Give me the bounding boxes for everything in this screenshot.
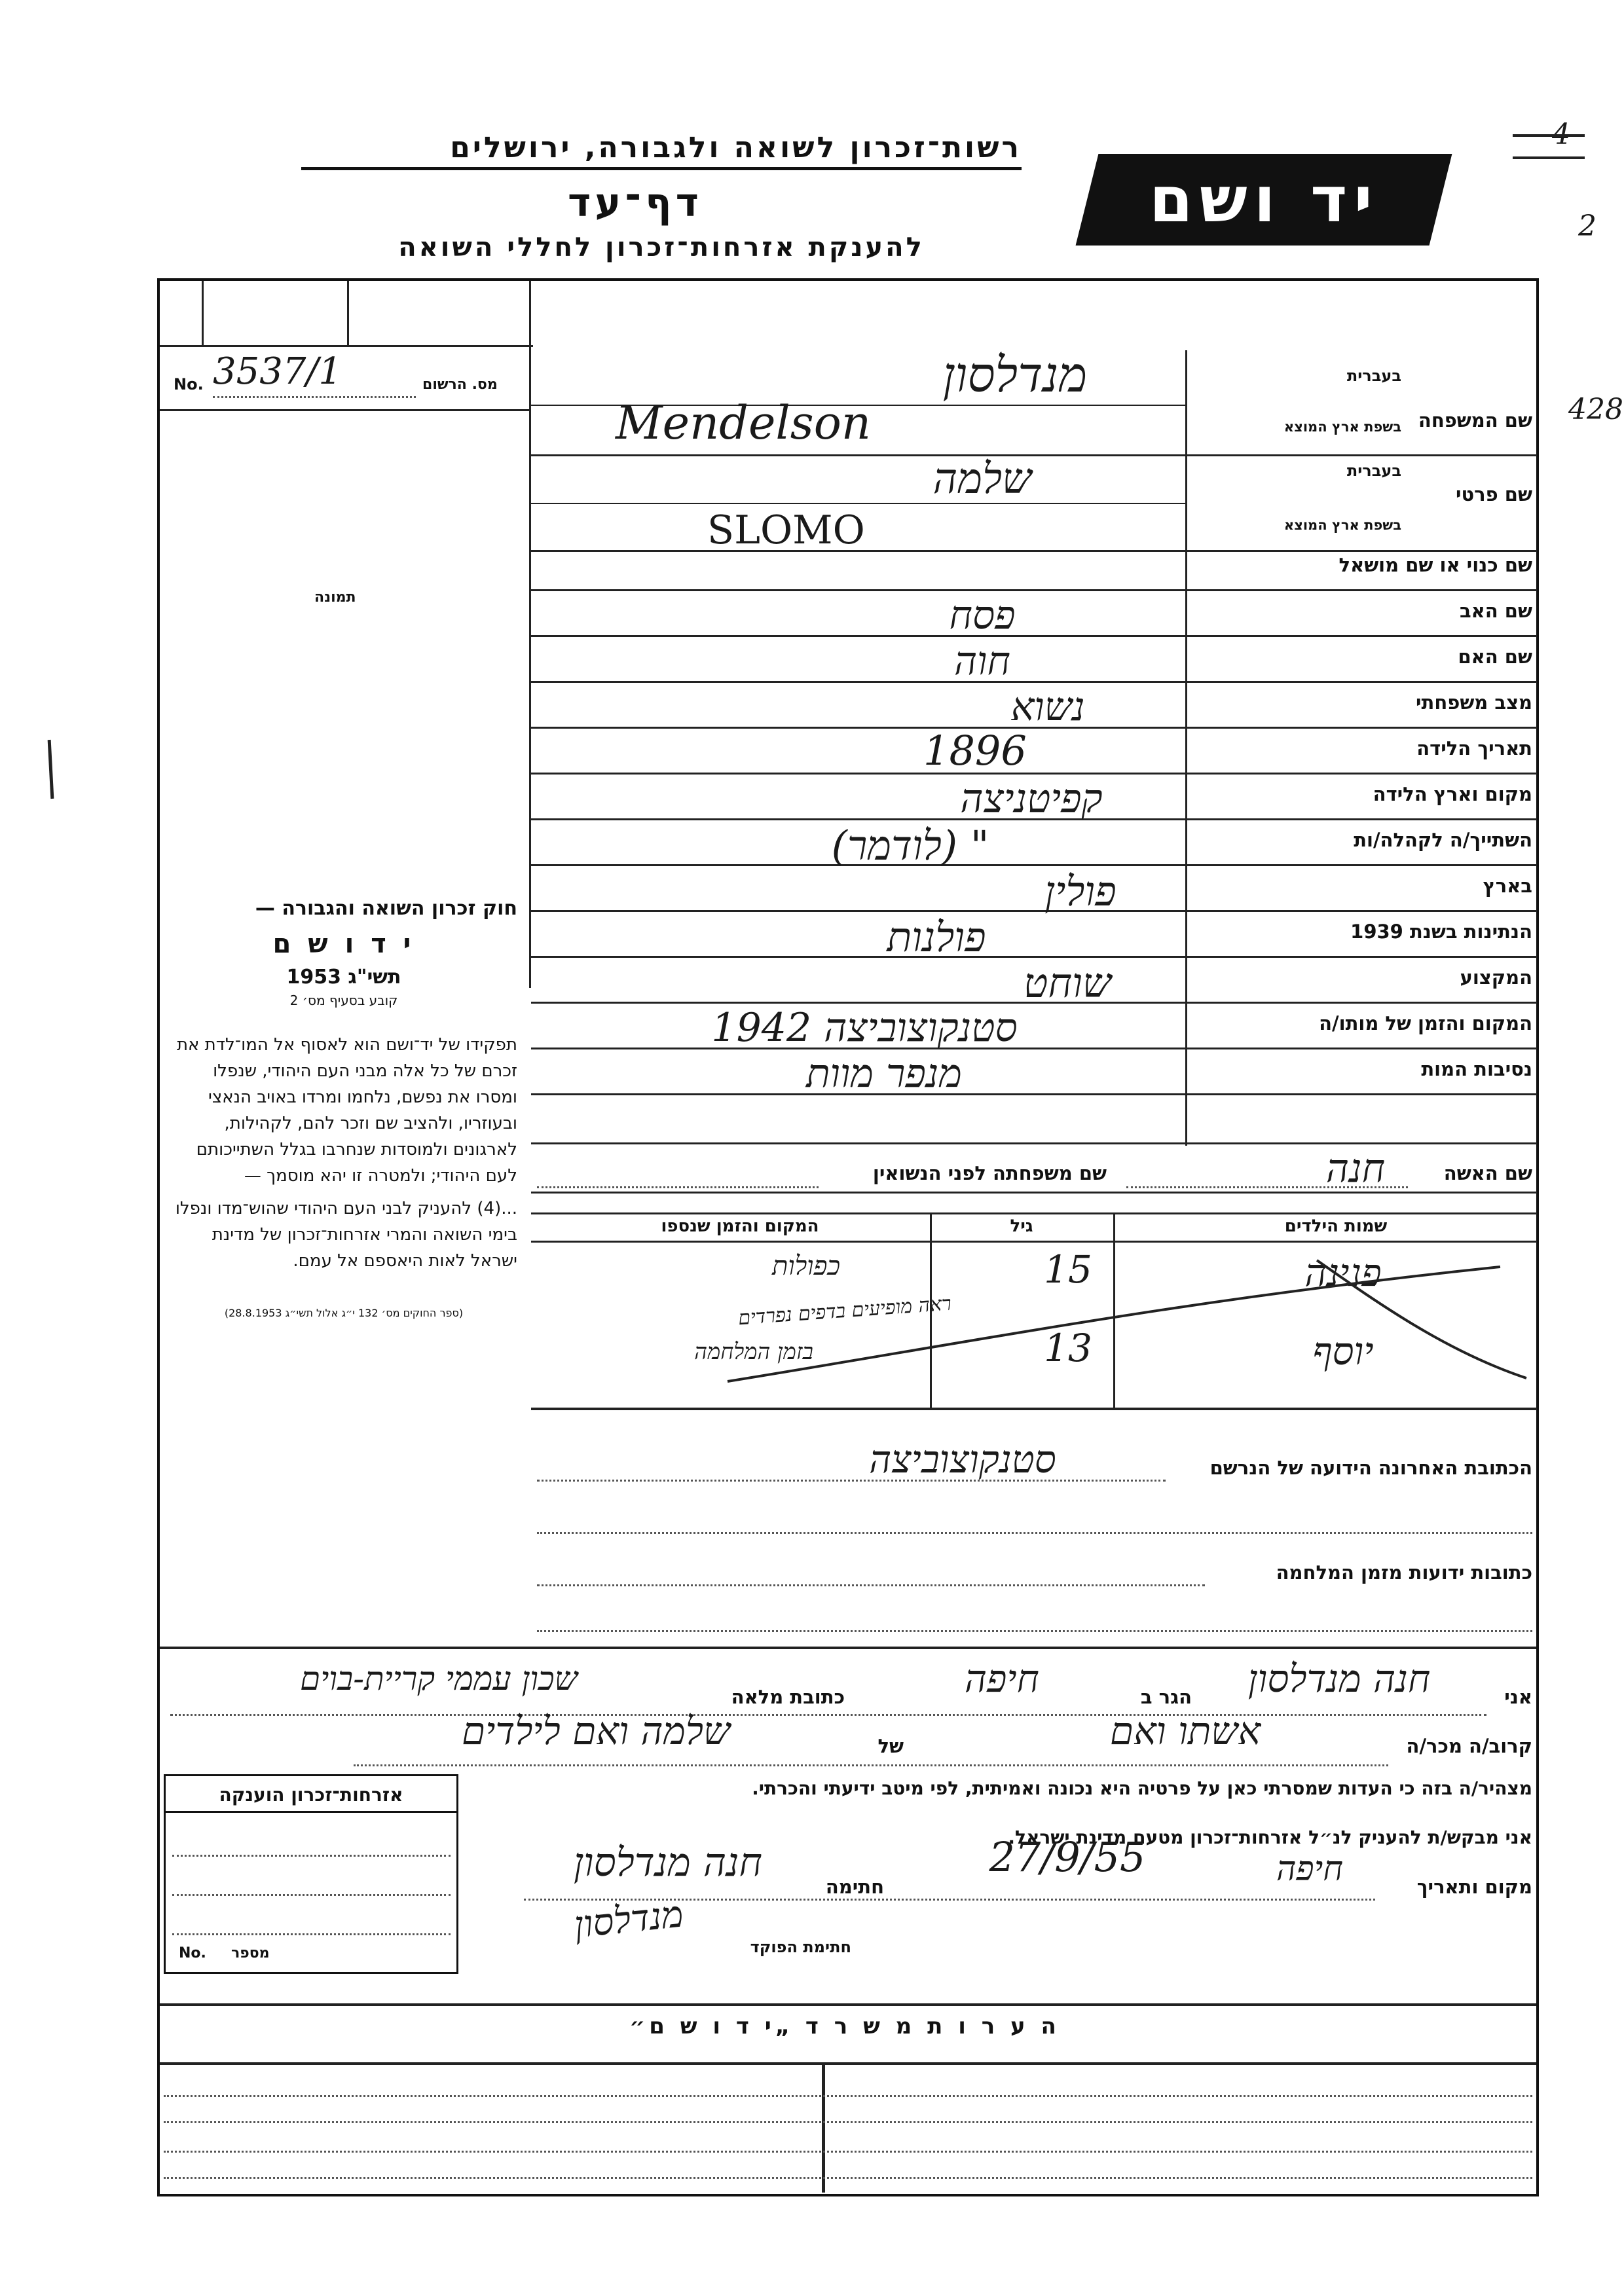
child-place[interactable]: בזמן המלחמה bbox=[694, 1339, 813, 1365]
label-surname: שם המשפחה bbox=[1418, 409, 1532, 431]
label-mother: שם האם bbox=[1458, 646, 1532, 668]
law-clause: קובע בסעיף מס׳ 2 bbox=[289, 993, 398, 1008]
label-relation: קרוב/ה מכר/ה bbox=[1406, 1735, 1532, 1757]
place-value[interactable]: חיפה bbox=[1276, 1850, 1344, 1889]
photo-label: תמונה bbox=[314, 589, 356, 606]
birth-date-value[interactable]: 1896 bbox=[923, 727, 1027, 774]
profession-value[interactable]: שוחט bbox=[1024, 959, 1111, 1007]
nationality-value[interactable]: פולנות bbox=[887, 913, 986, 961]
label-of: של bbox=[877, 1735, 904, 1757]
law-body: תפקידו של יד־ושם הוא לאסוף אל המו־לדת את זכרם של כל אלה מבני העם היהודי, שנפלו ומסרו את נפשם, נלחמו ומרדו באויב הנאצי ובעוזריו, ולהציב שם וזכר להם, לקהילות, לארגונים ולמוסדות שנחרבו בגלל השתייכותם לעם היהודי; ולמטרה זו יהא מוסמך — bbox=[176, 1035, 517, 1186]
label-birth-date: תאריך הלידה bbox=[1416, 737, 1532, 759]
label-community: השתייך/ה לקהלה/ות bbox=[1354, 829, 1532, 851]
law-name: י ד ו ש ם bbox=[272, 929, 415, 959]
law-text-block bbox=[170, 897, 517, 1319]
label-death-circumstances: נסיבות המות bbox=[1421, 1058, 1532, 1080]
mother-value[interactable]: חוה bbox=[953, 638, 1010, 684]
label-surname-origin: בשפת ארץ המוצא bbox=[1283, 419, 1401, 435]
label-country: בארץ bbox=[1483, 875, 1532, 897]
reg-number-label: מס. הרשום bbox=[422, 376, 498, 393]
label-first-name-hebrew: בעברית bbox=[1346, 462, 1401, 480]
margin-note-side: 428 bbox=[1568, 393, 1623, 426]
law-title: חוק זכרון השואה והגבורה — bbox=[255, 897, 517, 920]
address-value[interactable]: שכון עממי קריית-בוים bbox=[300, 1660, 578, 1698]
org-name: רשות־זכרון לשואה ולגבורה, ירושלים bbox=[301, 131, 1022, 170]
relation-value[interactable]: אשתו ואם bbox=[1109, 1709, 1261, 1753]
birth-place-value[interactable]: קפיטניצה bbox=[960, 776, 1103, 822]
reg-no-label: No. bbox=[174, 375, 204, 393]
label-wartime-addresses: כתובות ידועות מזמן המלחמה bbox=[1276, 1561, 1532, 1584]
certificate-title: אזרחות־זכרון הוענקה bbox=[166, 1776, 456, 1813]
remarks-title: ה ע ר ו ת מ ש ר ד „י ד ו ש ם״ bbox=[629, 2013, 1060, 2039]
children-header-age: גיל bbox=[1010, 1216, 1033, 1236]
remarks-field[interactable] bbox=[164, 2069, 1532, 2190]
children-overwrite-note: ראה מופיעים בדפים נפרדים bbox=[737, 1292, 952, 1330]
margin-note-sub: 2 bbox=[1578, 210, 1596, 243]
certificate-no-label: No. bbox=[179, 1945, 206, 1961]
lives-in-value[interactable]: חיפה bbox=[965, 1656, 1039, 1701]
label-family-status: מצב משפחתי bbox=[1415, 691, 1532, 714]
registration-number-row bbox=[170, 350, 524, 396]
law-clause-4: ...(4) להעניק לבני העם היהודי שהוש־מדו ונפלו בימי השואה והמרי אזרחות־זכרון של מדינת ישראל לאות היאספם אל עמם. bbox=[175, 1199, 517, 1271]
declaration-request: אני מבקש/ת להעניק לנ״ל אזרחות־זכרון מטעם מדינת ישראל. bbox=[1008, 1827, 1532, 1848]
surname-hebrew-value[interactable]: מנדלסון bbox=[942, 347, 1088, 403]
label-wife-maiden: שם משפחתה לפני הנשואין bbox=[872, 1162, 1107, 1184]
certificate-box bbox=[164, 1774, 458, 1974]
label-father: שם האב bbox=[1459, 600, 1532, 622]
law-year: תשי"ג 1953 bbox=[286, 966, 401, 989]
label-first-name-origin: בשפת ארץ המוצא bbox=[1283, 517, 1401, 533]
label-nickname: שם כנוי או שם מושאל bbox=[1338, 554, 1532, 576]
margin-pencil-mark bbox=[48, 740, 54, 799]
official-signature-value[interactable]: מנדלסון bbox=[572, 1893, 686, 1947]
strike-mark bbox=[1513, 134, 1585, 159]
label-signature: חתימה bbox=[825, 1876, 884, 1898]
declaration-statement: מצהיר/ה בזה כי העדות שמסרתי כאן על פרטיה היא נכונה ואמיתית, לפי מיטב ידיעתי והכרתי. bbox=[752, 1777, 1532, 1799]
death-place-time-value[interactable]: סטנקוצוביצה 1942 bbox=[711, 1005, 1018, 1051]
label-surname-hebrew: בעברית bbox=[1346, 367, 1401, 385]
strike-line bbox=[728, 1267, 1500, 1381]
label-i: אני bbox=[1504, 1686, 1532, 1708]
wife-name-value[interactable]: חנה bbox=[1325, 1146, 1386, 1192]
children-header-place: המקום והזמן שנספו bbox=[661, 1216, 819, 1236]
child-name[interactable]: פנינה bbox=[1304, 1250, 1382, 1295]
strike-line bbox=[1317, 1260, 1526, 1378]
of-value[interactable]: שלמה ואם לילדים bbox=[461, 1709, 731, 1753]
last-address-value[interactable]: סטנקוצוביצה bbox=[869, 1437, 1056, 1482]
label-first-name: שם פרטי bbox=[1455, 483, 1532, 505]
label-last-address: הכתובת האחרונה הידועה של הנרשם bbox=[1209, 1457, 1532, 1479]
father-value[interactable]: פסח bbox=[949, 592, 1016, 638]
label-place-date: מקום ותאריך bbox=[1416, 1876, 1532, 1898]
child-age[interactable]: 13 bbox=[1044, 1326, 1092, 1370]
children-strike-lines bbox=[531, 1241, 1537, 1408]
date-value[interactable]: 27/9/55 bbox=[989, 1833, 1146, 1881]
first-name-origin-value[interactable]: SLOMO bbox=[707, 507, 865, 553]
declarant-name-value[interactable]: חנה מנדלסון bbox=[1247, 1656, 1431, 1701]
yad-vashem-logo bbox=[1076, 154, 1452, 246]
signature-value[interactable]: חנה מנדלסון bbox=[573, 1840, 763, 1886]
community-value[interactable]: " (לודמר) bbox=[831, 822, 989, 869]
label-death-place-time: המקום והזמן של מותו/ה bbox=[1319, 1012, 1532, 1034]
child-name[interactable]: יוסף bbox=[1312, 1329, 1374, 1374]
child-age[interactable]: 15 bbox=[1044, 1247, 1092, 1292]
label-profession: המקצוע bbox=[1460, 966, 1532, 989]
child-place[interactable]: כפולות bbox=[771, 1251, 841, 1281]
label-nationality-1939: הנתינות בשנת 1939 bbox=[1350, 920, 1532, 943]
certificate-number-label: מספר bbox=[231, 1945, 270, 1961]
surname-origin-value[interactable]: Mendelson bbox=[616, 396, 871, 450]
family-status-value[interactable]: נשוא bbox=[1010, 684, 1085, 730]
logo-text: יד ושם bbox=[1149, 163, 1379, 236]
law-footnote: (ספר החוקים מס׳ 132 י״ג אלול תשי״ג 28.8.1953) bbox=[224, 1307, 464, 1319]
first-name-hebrew-value[interactable]: שלמה bbox=[932, 455, 1032, 503]
label-official-signature: חתימת הפוקד bbox=[750, 1938, 851, 1956]
form-subtitle: להענקת אזרחות־זכרון לחללי השואה bbox=[398, 232, 925, 263]
form-title: דף־עד bbox=[568, 180, 703, 226]
margin-note-top: 4 bbox=[1552, 118, 1570, 151]
reg-number-value: 3537/1 bbox=[213, 350, 342, 393]
label-lives-in: הגר ב bbox=[1140, 1686, 1192, 1708]
country-value[interactable]: פולין bbox=[1044, 867, 1116, 915]
children-header-names: שמות הילדים bbox=[1284, 1216, 1388, 1236]
label-birth-place: מקום וארץ הלידה bbox=[1373, 783, 1532, 805]
label-wife: שם האשה bbox=[1443, 1162, 1532, 1184]
death-circumstances-value[interactable]: מנפר מוות bbox=[806, 1051, 962, 1097]
label-address: כתובת מלאה bbox=[731, 1686, 845, 1708]
